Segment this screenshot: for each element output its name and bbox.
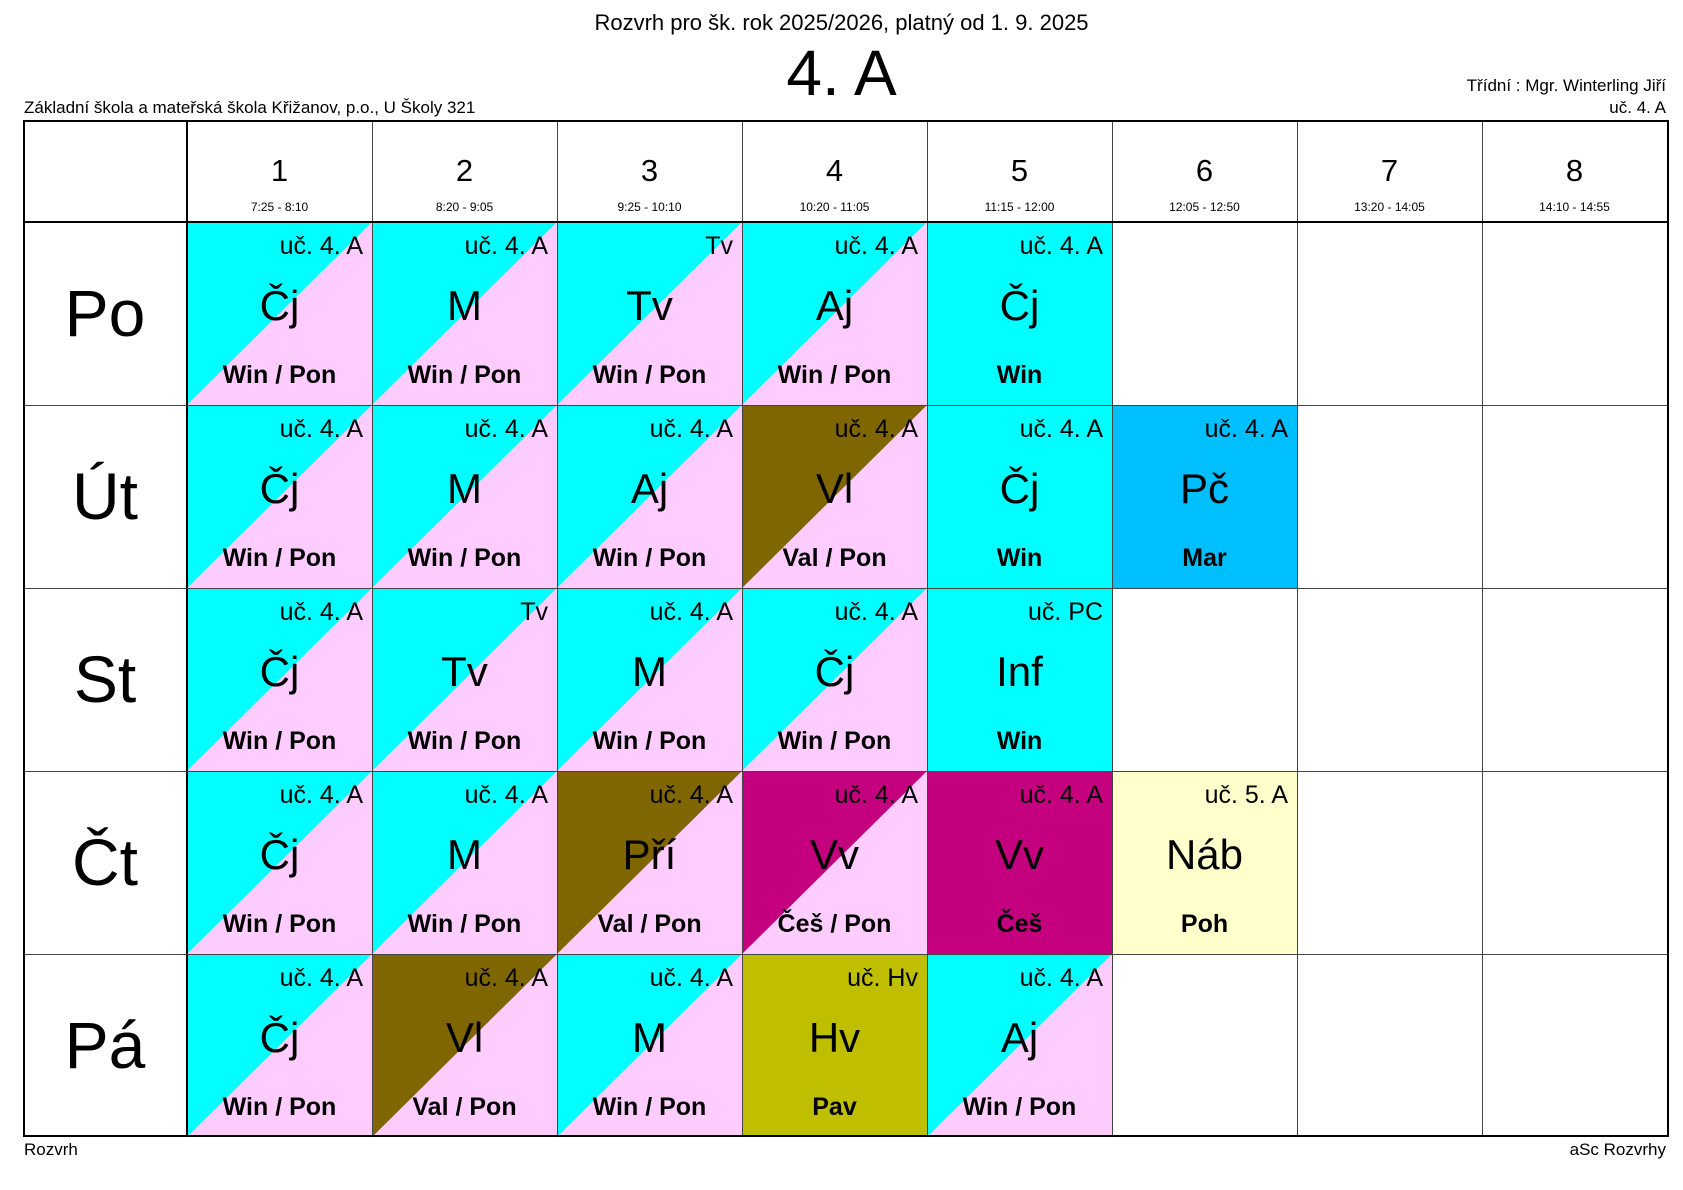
class-title: 4. A — [786, 37, 897, 109]
lesson-teachers: Win — [996, 361, 1043, 389]
period-header-1 — [187, 120, 372, 222]
grid-column-line — [557, 120, 558, 1137]
lesson-cell[interactable] — [557, 222, 742, 405]
grid-row-line — [23, 221, 1669, 223]
lesson-cell[interactable] — [927, 771, 1112, 954]
lesson-subject: Čj — [259, 465, 300, 512]
lesson-cell[interactable] — [927, 588, 1112, 771]
lesson-room: uč. 4. A — [279, 964, 363, 992]
lesson-teachers: Win / Pon — [222, 361, 337, 389]
grid-column-line — [1112, 120, 1113, 1137]
grid-column-line — [927, 120, 928, 1137]
lesson-subject: Čj — [999, 282, 1040, 329]
schedule-subtitle: Rozvrh pro šk. rok 2025/2026, platný od 1. 9. 2025 — [594, 10, 1089, 35]
footer-right-label: aSc Rozvrhy — [1569, 1140, 1666, 1159]
lesson-subject: Vv — [994, 831, 1044, 878]
period-number: 7 — [1380, 153, 1399, 188]
period-number: 5 — [1010, 153, 1029, 188]
lesson-cell[interactable] — [557, 771, 742, 954]
grid-row-line — [23, 588, 1669, 589]
lesson-room: uč. 4. A — [279, 781, 363, 809]
timetable-grid — [23, 120, 1669, 1137]
lesson-room: uč. 4. A — [464, 781, 548, 809]
lesson-cell[interactable] — [927, 954, 1112, 1137]
lesson-teachers: Pav — [812, 1093, 857, 1121]
lesson-teachers: Win / Pon — [962, 1093, 1077, 1121]
period-time: 8:20 - 9:05 — [435, 200, 494, 214]
lesson-subject: Náb — [1165, 831, 1244, 878]
lesson-room: uč. 4. A — [1019, 415, 1103, 443]
lesson-cell[interactable] — [372, 222, 557, 405]
period-time: 7:25 - 8:10 — [250, 200, 309, 214]
period-number: 2 — [455, 153, 474, 188]
lesson-teachers: Win / Pon — [407, 727, 522, 755]
lesson-cell[interactable] — [372, 405, 557, 588]
lesson-subject: Aj — [630, 465, 669, 512]
lesson-cell[interactable] — [187, 405, 372, 588]
grid-column-line — [372, 120, 373, 1137]
period-time: 10:20 - 11:05 — [799, 200, 870, 214]
lesson-room: uč. 4. A — [464, 964, 548, 992]
lesson-subject: M — [632, 1014, 667, 1061]
lesson-cell[interactable] — [1112, 405, 1297, 588]
lesson-room: uč. 4. A — [834, 415, 918, 443]
lesson-room: uč. 4. A — [649, 964, 733, 992]
lesson-room: uč. 4. A — [279, 598, 363, 626]
lesson-room: uč. 4. A — [279, 415, 363, 443]
lesson-teachers: Win / Pon — [407, 361, 522, 389]
lesson-teachers: Win / Pon — [222, 727, 337, 755]
lesson-teachers: Win / Pon — [777, 727, 892, 755]
lesson-room: uč. 4. A — [834, 598, 918, 626]
period-number: 1 — [270, 153, 289, 188]
lesson-subject: Čj — [999, 465, 1040, 512]
period-time: 14:10 - 14:55 — [1539, 200, 1610, 214]
lesson-teachers: Win / Pon — [222, 910, 337, 938]
period-header-5 — [927, 120, 1112, 222]
period-header-6 — [1112, 120, 1297, 222]
lesson-room: uč. Hv — [847, 964, 918, 992]
lesson-teachers: Mar — [1182, 544, 1227, 572]
grid-row-line — [23, 954, 1669, 955]
lesson-subject: Tv — [441, 648, 488, 695]
lesson-room: uč. 4. A — [1019, 781, 1103, 809]
lesson-teachers: Win — [996, 544, 1043, 572]
lesson-room: uč. 4. A — [279, 232, 363, 260]
lesson-room: uč. 4. A — [649, 781, 733, 809]
lesson-room: uč. 5. A — [1204, 781, 1288, 809]
lesson-teachers: Win / Pon — [222, 544, 337, 572]
lesson-cell[interactable] — [557, 588, 742, 771]
period-header-8 — [1482, 120, 1667, 222]
lesson-subject: Čj — [259, 1014, 300, 1061]
day-label-3: St — [73, 642, 137, 716]
period-number: 3 — [640, 153, 659, 188]
lesson-room: uč. 4. A — [649, 415, 733, 443]
period-time: 12:05 - 12:50 — [1169, 200, 1240, 214]
lesson-teachers: Win / Pon — [407, 910, 522, 938]
lesson-cell[interactable] — [187, 954, 372, 1137]
lesson-cell[interactable] — [927, 405, 1112, 588]
period-time: 9:25 - 10:10 — [617, 200, 682, 214]
lesson-teachers: Win — [996, 727, 1043, 755]
period-header-4 — [742, 120, 927, 222]
lesson-subject: Pč — [1179, 465, 1229, 512]
day-label-2: Út — [72, 459, 138, 533]
lesson-cell[interactable] — [187, 771, 372, 954]
home-room: uč. 4. A — [1609, 98, 1666, 117]
lesson-subject: Čj — [259, 648, 300, 695]
lesson-subject: Tv — [626, 282, 673, 329]
lesson-teachers: Val / Pon — [412, 1093, 517, 1121]
lesson-subject: Inf — [996, 648, 1043, 695]
lesson-subject: M — [447, 831, 482, 878]
lesson-teachers: Win / Pon — [592, 361, 707, 389]
period-header-2 — [372, 120, 557, 222]
period-number: 8 — [1565, 153, 1584, 188]
grid-column-line — [742, 120, 743, 1137]
lesson-subject: Aj — [815, 282, 854, 329]
lesson-cell[interactable] — [557, 954, 742, 1137]
lesson-cell[interactable] — [372, 588, 557, 771]
day-label-1: Po — [64, 276, 146, 350]
lesson-room: uč. PC — [1027, 598, 1103, 626]
footer-left-label: Rozvrh — [24, 1140, 78, 1159]
lesson-cell[interactable] — [742, 405, 927, 588]
period-time: 13:20 - 14:05 — [1354, 200, 1425, 214]
lesson-cell[interactable] — [742, 954, 927, 1137]
lesson-cell[interactable] — [742, 771, 927, 954]
lesson-room: uč. 4. A — [464, 232, 548, 260]
lesson-subject: Hv — [808, 1014, 861, 1061]
class-teacher: Třídní : Mgr. Winterling Jiří — [1466, 76, 1666, 95]
lesson-teachers: Val / Pon — [597, 910, 702, 938]
lesson-subject: M — [447, 465, 482, 512]
day-label-4: Čt — [72, 825, 138, 899]
lesson-subject: Vl — [815, 465, 854, 512]
lesson-room: uč. 4. A — [1204, 415, 1288, 443]
lesson-cell[interactable] — [372, 954, 557, 1137]
school-name: Základní škola a mateřská škola Křižanov, p.o., U Školy 321 — [24, 98, 476, 117]
lesson-room: uč. 4. A — [649, 598, 733, 626]
lesson-cell[interactable] — [187, 222, 372, 405]
lesson-subject: M — [447, 282, 482, 329]
grid-row-line — [23, 405, 1669, 406]
lesson-subject: Čj — [259, 282, 300, 329]
lesson-room: uč. 4. A — [834, 232, 918, 260]
lesson-teachers: Val / Pon — [782, 544, 887, 572]
grid-row-line — [23, 771, 1669, 772]
lesson-cell[interactable] — [742, 588, 927, 771]
lesson-subject: M — [632, 648, 667, 695]
grid-column-line — [186, 120, 188, 1137]
lesson-teachers: Češ / Pon — [777, 910, 892, 938]
lesson-subject: Aj — [1000, 1014, 1039, 1061]
period-number: 6 — [1195, 153, 1214, 188]
lesson-cell[interactable] — [372, 771, 557, 954]
lesson-room: uč. 4. A — [464, 415, 548, 443]
lesson-cell[interactable] — [1112, 771, 1297, 954]
lesson-cell[interactable] — [557, 405, 742, 588]
grid-column-line — [1297, 120, 1298, 1137]
lesson-cell[interactable] — [927, 222, 1112, 405]
lesson-teachers: Češ — [996, 910, 1043, 938]
lesson-subject: Čj — [814, 648, 855, 695]
period-number: 4 — [825, 153, 844, 188]
lesson-subject: Vl — [445, 1014, 484, 1061]
grid-column-line — [1667, 120, 1668, 1137]
grid-column-line — [1482, 120, 1483, 1137]
lesson-subject: Vv — [809, 831, 859, 878]
lesson-room: uč. 4. A — [834, 781, 918, 809]
period-header-7 — [1297, 120, 1482, 222]
lesson-room: Tv — [520, 598, 548, 626]
lesson-room: Tv — [705, 232, 733, 260]
lesson-cell[interactable] — [187, 588, 372, 771]
period-header-3 — [557, 120, 742, 222]
lesson-teachers: Poh — [1180, 910, 1229, 938]
lesson-teachers: Win / Pon — [222, 1093, 337, 1121]
lesson-teachers: Win / Pon — [592, 544, 707, 572]
lesson-cell[interactable] — [742, 222, 927, 405]
lesson-room: uč. 4. A — [1019, 232, 1103, 260]
period-time: 11:15 - 12:00 — [984, 200, 1055, 214]
lesson-teachers: Win / Pon — [592, 1093, 707, 1121]
day-label-5: Pá — [64, 1008, 146, 1082]
lesson-room: uč. 4. A — [1019, 964, 1103, 992]
lesson-teachers: Win / Pon — [592, 727, 707, 755]
lesson-subject: Pří — [622, 831, 677, 878]
lesson-teachers: Win / Pon — [407, 544, 522, 572]
lesson-teachers: Win / Pon — [777, 361, 892, 389]
lesson-subject: Čj — [259, 831, 300, 878]
